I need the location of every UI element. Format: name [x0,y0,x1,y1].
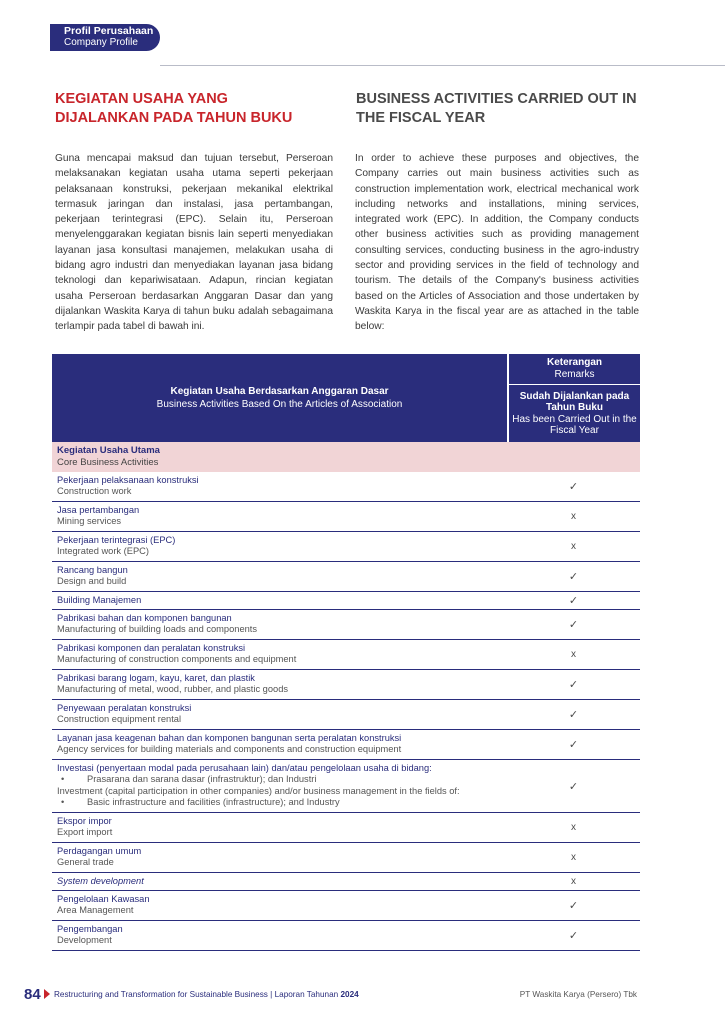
activity-name-en: Manufacturing of metal, wood, rubber, and plastic goods [57,684,289,695]
activity-name-en: Agency services for building materials and components and construction equipment [57,744,402,755]
table-row [52,532,640,562]
done-id: Sudah Dijalankan pada Tahun Buku [519,390,630,413]
table-row [52,760,640,813]
col-done-header [509,385,640,442]
activity-name-id: Pengembangan [57,924,123,934]
activity-name-id: Investasi (penyertaan modal pada perusahaan lain) dan/atau pengelolaan usaha di bidang: [57,763,432,773]
table-header [52,354,640,442]
table-row [52,610,640,640]
paragraph-indonesian: Guna mencapai maksud dan tujuan tersebut, Perseroan melaksanakan kegiatan usaha utama seperti pekerjaan pelaksanaan konstruksi, pekerjaan mekanikal elektrikal termasuk jaringan dan instalasi, jasa pertambangan, pekerjaan terintegrasi (EPC). Selain itu, Perseroan menyelenggarakan kegiatan bisnis lain seperti menyediakan layanan jasa konsultasi manajemen, melakukan usaha di bidang agro industri dan menyediakan layanan jasa bidang teknologi dan kepariwisataan. Adapun, rincian kegiatan usaha Perseroan berdasarkan Anggaran Dasar dan yang dijalankan Waskita Karya di tahun buku adalah sebagaimana terlampir pada tabel di bawah ini. [55,153,333,333]
activity-name-en: Integrated work (EPC) [57,546,149,557]
activity-cell [52,843,507,872]
check-mark-icon: ✓ [568,481,579,493]
table-row [52,472,640,502]
check-mark-icon: ✓ [568,709,579,721]
activity-name-en: Mining services [57,516,122,527]
cross-mark-icon: x [571,649,576,660]
activity-cell [52,730,507,759]
activity-name-en: Manufacturing of building loads and components [57,624,258,635]
section-en: Core Business Activities [57,456,159,468]
table-row [52,921,640,951]
cross-mark-icon: x [571,852,576,863]
header-rule [160,65,725,66]
activity-name-id: Pabrikasi barang logam, kayu, karet, dan plastik [57,673,255,683]
cross-mark-icon: x [571,541,576,552]
activity-cell [52,502,507,531]
activity-cell [52,670,507,699]
activity-cell [52,760,507,812]
section-id: Kegiatan Usaha Utama [57,445,160,456]
activity-cell [52,873,507,890]
done-en: Has been Carried Out in the Fiscal Year [512,413,637,436]
activity-cell [52,610,507,639]
activity-cell [52,640,507,669]
activity-cell [52,562,507,591]
footer-arrow-icon [44,989,50,999]
activity-name-id: Pekerjaan pelaksanaan konstruksi [57,475,199,485]
activity-cell [52,532,507,561]
business-activities-table [52,354,640,951]
activity-name-en: Design and build [57,576,127,587]
activity-name-id: Building Manajemen [57,595,142,605]
activity-bullet-en: • Basic infrastructure and facilities (infrastructure); and Industry [57,797,502,808]
activity-name-id: Layanan jasa keagenan bahan dan komponen bangunan serta peralatan konstruksi [57,733,402,743]
footer-title: Restructuring and Transformation for Sustainable Business | Laporan Tahunan 2024 [54,990,359,999]
footer-year: 2024 [340,990,359,999]
activity-name-en: Construction work [57,486,132,497]
heading-english: BUSINESS ACTIVITIES CARRIED OUT IN THE FISCAL YEAR [356,91,637,126]
table-row [52,502,640,532]
activity-name-en: Area Management [57,905,134,916]
col-remarks-header [509,354,640,384]
remarks-en: Remarks [554,369,595,380]
activity-name-id: System development [57,876,144,886]
table-row [52,670,640,700]
activity-cell [52,472,507,501]
section-tag [50,24,160,51]
table-row [52,562,640,592]
heading-indonesian: KEGIATAN USAHA YANG DIJALANKAN PADA TAHUN BUKU [55,91,293,126]
table-row [52,592,640,610]
activity-name-id: Penyewaan peralatan konstruksi [57,703,192,713]
check-mark-icon: ✓ [568,595,579,607]
activity-name-en: Investment (capital participation in other companies) and/or business management in the fields of: [57,785,460,796]
activity-bullet-id: • Prasarana dan sarana dasar (infrastruktur); dan Industri [57,774,502,785]
activity-name-id: Pabrikasi komponen dan peralatan konstruksi [57,643,246,653]
table-row [52,891,640,921]
footer-theme: Restructuring and Transformation for Sustainable Business [54,990,268,999]
col-activities-id: Kegiatan Usaha Berdasarkan Anggaran Dasar [170,386,389,397]
activity-name-id: Rancang bangun [57,565,128,575]
paragraph-english: In order to achieve these purposes and objectives, the Company carries out main business activities such as construction implementation work, electrical mechanical work including networks and installations, mining services, integrated work (EPC). In addition, the Company conducts other business activities such as providing management consulting services, conducting business in the agro-industry sector and providing services in the field of technology and tourism. The details of the Company's business activities based on the Articles of Association and those undertaken by Waskita Karya in the fiscal year are as attached in the table below: [355,153,639,333]
activity-name-en: Construction equipment rental [57,714,182,725]
activity-cell [52,891,507,920]
check-mark-icon: ✓ [568,679,579,691]
footer-report: Laporan Tahunan [274,990,339,999]
check-mark-icon: ✓ [568,930,579,942]
col-activities-header [52,354,507,442]
table-row [52,873,640,891]
cross-mark-icon: x [571,511,576,522]
section-tag-id: Profil Perusahaan [64,25,154,37]
remarks-id: Keterangan [546,357,602,368]
activity-name-id: Ekspor impor [57,816,112,826]
activity-name-id: Perdagangan umum [57,846,142,856]
activity-cell [52,813,507,842]
activity-cell [52,592,507,609]
section-core-business [52,442,640,472]
cross-mark-icon: x [571,876,576,887]
page-number: 84 [24,986,41,1003]
col-activities-en: Business Activities Based On the Articles of Association [156,399,403,410]
activity-name-en: Export import [57,827,113,838]
activity-name-en: Manufacturing of construction components and equipment [57,654,297,665]
table-row [52,700,640,730]
check-mark-icon: ✓ [568,571,579,583]
check-mark-icon: ✓ [568,619,579,631]
footer-company: PT Waskita Karya (Persero) Tbk [519,990,637,999]
activity-name-id: Pengelolaan Kawasan [57,894,150,904]
table-row [52,813,640,843]
activity-name-id: Pabrikasi bahan dan komponen bangunan [57,613,232,623]
section-tag-en: Company Profile [64,37,138,48]
table-row [52,730,640,760]
table-row [52,640,640,670]
check-mark-icon: ✓ [568,780,579,793]
table-body [52,472,640,951]
table-row [52,843,640,873]
cross-mark-icon: x [571,822,576,833]
activity-name-en: Development [57,935,112,946]
check-mark-icon: ✓ [568,739,579,751]
activity-name-id: Pekerjaan terintegrasi (EPC) [57,535,176,545]
activity-cell [52,921,507,950]
activity-name-en: General trade [57,857,114,868]
check-mark-icon: ✓ [568,900,579,912]
activity-name-id: Jasa pertambangan [57,505,140,515]
activity-cell [52,700,507,729]
